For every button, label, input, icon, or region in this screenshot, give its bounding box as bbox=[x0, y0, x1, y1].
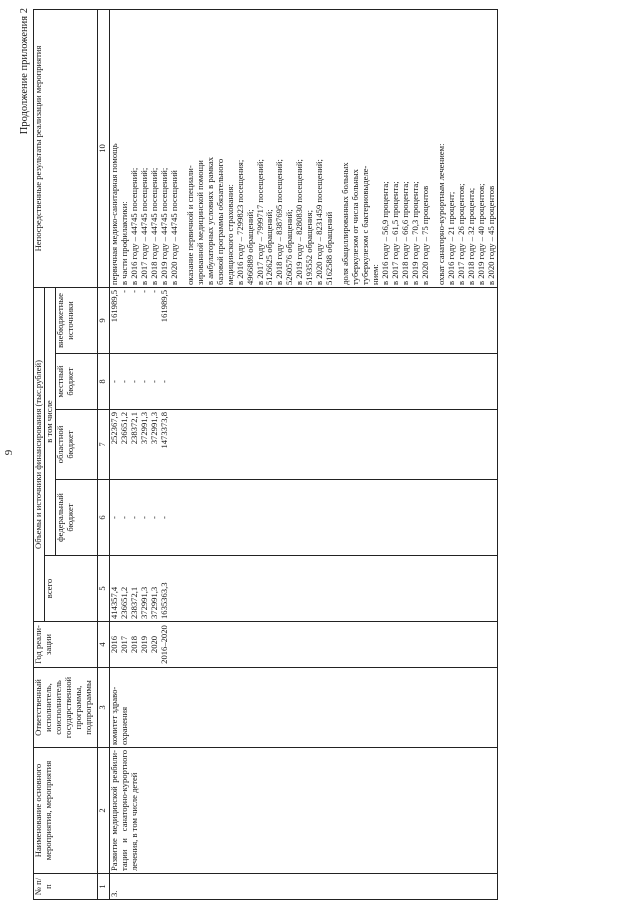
extrabudget-cell: - bbox=[118, 289, 129, 293]
result-line: в 2017 году – 26 процентов; bbox=[455, 183, 466, 285]
result-line: в 2020 году – 44745 посещений bbox=[168, 170, 179, 285]
year-cell: 2019 bbox=[138, 635, 149, 654]
row-extrabudget bbox=[109, 287, 497, 353]
col-number: 10 bbox=[97, 9, 109, 287]
local-cell: - bbox=[118, 380, 129, 383]
header-name: Наименование основного мероприятия, мероприятия bbox=[34, 748, 98, 874]
row-results bbox=[109, 9, 497, 287]
header-result: Непосредственные результаты реализации мероприятия bbox=[34, 9, 98, 287]
result-line: в 2017 году – 61,5 процента; bbox=[390, 181, 401, 285]
header-federal: федеральный бюджет bbox=[55, 480, 97, 556]
col-number: 5 bbox=[97, 556, 109, 622]
result-line: в 2017 году – 44745 посещений; bbox=[138, 167, 149, 285]
total-cell: 238372,1 bbox=[128, 586, 139, 619]
result-line: в 2019 году – 70,3 процента; bbox=[410, 181, 421, 285]
header-local: местный бюджет bbox=[55, 354, 97, 410]
local-cell: - bbox=[158, 380, 169, 383]
header-financing: Объемы и источники финансирования (тыс.рублей) bbox=[34, 287, 45, 621]
column-number-row bbox=[97, 9, 109, 899]
header-including: в том числе bbox=[44, 287, 55, 555]
result-line: в 2018 году – 66,6 процента; bbox=[400, 181, 411, 285]
federal-cell: - bbox=[148, 516, 159, 519]
total-cell: 372991,3 bbox=[138, 586, 149, 619]
row-number: 3. bbox=[109, 874, 497, 900]
result-line: 5162588 обращений bbox=[324, 211, 335, 285]
local-cell: - bbox=[138, 380, 149, 383]
col-number: 6 bbox=[97, 480, 109, 556]
total-cell: 236651,2 bbox=[118, 586, 129, 619]
row-executor: комитет здраво- охранения bbox=[109, 668, 497, 748]
total-cell: 1635363,3 bbox=[158, 582, 169, 619]
result-line: первичная медико-санитарная помощь bbox=[108, 143, 119, 285]
appendix-label: Продолжение приложения 2 bbox=[19, 8, 30, 135]
col-number: 1 bbox=[97, 874, 109, 900]
row-local bbox=[109, 354, 497, 410]
row-years bbox=[109, 622, 497, 668]
regional-cell: 236651,2 bbox=[118, 412, 129, 445]
result-line: туберкулезом с бактериовыделе- bbox=[360, 165, 371, 285]
result-line: в 2016 году – 44745 посещений; bbox=[128, 167, 139, 285]
result-line: в 2016 году – 21 процент; bbox=[445, 191, 456, 285]
result-line: доля абациллированных больных bbox=[340, 162, 351, 285]
row-measure-name: Развитие медицинской реабили- тации и санаторно-курортного лечения, в том числе детей bbox=[109, 748, 497, 874]
result-line: в 2018 году – 32 процента; bbox=[465, 187, 476, 285]
year-cell: 2016 bbox=[108, 635, 119, 654]
result-line: в 2016 году – 7299823 посещения; bbox=[234, 159, 245, 285]
result-line: 5260576 обращений; bbox=[284, 209, 295, 285]
result-line: в амбулаторных условиях в рамках bbox=[204, 156, 215, 285]
result-line: в 2019 году – 40 процентов; bbox=[475, 183, 486, 285]
col-number: 3 bbox=[97, 668, 109, 748]
result-line: в 2020 году – 8231459 посещений; bbox=[314, 159, 325, 285]
row-regional bbox=[109, 410, 497, 480]
regional-cell: 1473373,8 bbox=[158, 412, 169, 449]
row-federal bbox=[109, 480, 497, 556]
table-row bbox=[109, 9, 497, 899]
total-cell: 414357,4 bbox=[108, 586, 119, 619]
col-number: 9 bbox=[97, 287, 109, 353]
header-regional: областной бюджет bbox=[55, 410, 97, 480]
result-line: зированной медицинской помощи bbox=[194, 160, 205, 285]
result-line: медицинского страхования: bbox=[224, 184, 235, 285]
result-line: в части профилактики: bbox=[118, 201, 129, 285]
result-line: в 2018 году – 8387695 посещений; bbox=[274, 159, 285, 285]
regional-cell: 252367,9 bbox=[108, 412, 119, 445]
result-line: 5193552 обращения; bbox=[304, 210, 315, 285]
year-cell: 2017 bbox=[118, 635, 129, 654]
local-cell: - bbox=[128, 380, 139, 383]
col-number: 7 bbox=[97, 410, 109, 480]
result-line: в 2016 году – 56,9 процента; bbox=[380, 181, 391, 285]
header-num: № п/п bbox=[34, 874, 98, 900]
regional-cell: 372991,3 bbox=[138, 412, 149, 445]
col-number: 4 bbox=[97, 622, 109, 668]
year-cell: 2016–2020 bbox=[158, 625, 169, 664]
result-line: 5126625 обращений; bbox=[264, 209, 275, 285]
year-cell: 2020 bbox=[148, 635, 159, 654]
regional-cell: 238372,1 bbox=[128, 412, 139, 445]
total-cell: 372991,3 bbox=[148, 586, 159, 619]
header-executor: Ответственный исполнитель, соисполнитель государственной программы, подпрограммы bbox=[34, 668, 98, 748]
federal-cell: - bbox=[128, 516, 139, 519]
extrabudget-cell: - bbox=[148, 289, 159, 293]
header-total: всего bbox=[44, 556, 97, 622]
result-line: в 2019 году – 44745 посещений; bbox=[158, 167, 169, 285]
result-line: 4966889 обращений; bbox=[244, 209, 255, 285]
local-cell: - bbox=[148, 380, 159, 383]
result-line: базовой программы обязательного bbox=[214, 158, 225, 285]
result-line: нием: bbox=[370, 264, 381, 285]
year-cell: 2018 bbox=[128, 635, 139, 654]
federal-cell: - bbox=[108, 516, 119, 519]
result-line: в 2018 году – 44745 посещений; bbox=[148, 167, 159, 285]
extrabudget-cell: 161989,5 bbox=[158, 289, 169, 323]
federal-cell: - bbox=[138, 516, 149, 519]
col-number: 8 bbox=[97, 354, 109, 410]
result-line: охват санаторно-курортным лечением: bbox=[435, 143, 446, 285]
row-total bbox=[109, 556, 497, 622]
header-year: Год реали- зации bbox=[34, 622, 98, 668]
result-line: оказание первичной и специали- bbox=[184, 165, 195, 285]
financing-table bbox=[33, 9, 498, 900]
result-line: в 2017 году – 7999717 посещений; bbox=[254, 159, 265, 285]
federal-cell: - bbox=[118, 516, 129, 519]
extrabudget-cell: - bbox=[128, 289, 139, 293]
page-number: 9 bbox=[3, 449, 15, 456]
result-line: в 2019 году – 8280830 посещений; bbox=[294, 159, 305, 285]
result-line: туберкулезом от числа больных bbox=[350, 169, 361, 285]
federal-cell: - bbox=[158, 516, 169, 519]
col-number: 2 bbox=[97, 748, 109, 874]
extrabudget-cell: 161989,5 bbox=[108, 289, 119, 323]
extrabudget-cell: - bbox=[138, 289, 149, 293]
result-line: в 2020 году – 75 процентов bbox=[420, 185, 430, 285]
local-cell: - bbox=[108, 380, 119, 383]
header-extrabudget: внебюджетные источники bbox=[55, 287, 97, 353]
result-line: в 2020 году – 45 процентов bbox=[485, 185, 496, 285]
regional-cell: 372991,3 bbox=[148, 412, 159, 445]
